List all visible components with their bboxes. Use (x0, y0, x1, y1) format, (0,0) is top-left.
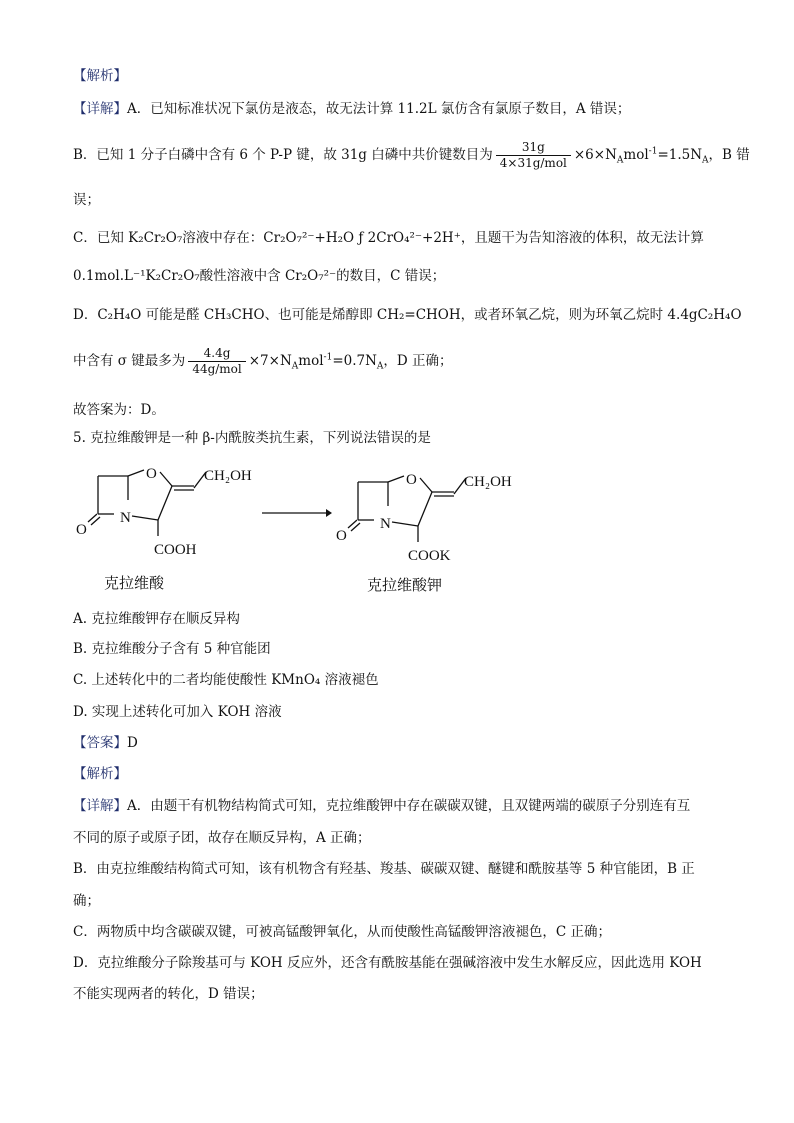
q5-explanation-c: C．两物质中均含碳碳双键，可被高锰酸钾氧化，从而使酸性高锰酸钾溶液褪色，C 正确； (73, 924, 611, 940)
label-o-left: O (146, 466, 157, 482)
fraction-d-den: 44g/mol (192, 362, 242, 376)
exp-b-end: ，B 错 (708, 147, 750, 163)
detail-tag-2: 【详解】 (73, 798, 127, 814)
option-a: A. 克拉维酸钾存在顺反异构 (73, 611, 240, 627)
label-ch2oh-right: CH₂OH (464, 474, 512, 490)
detail-tag: 【详解】 (73, 101, 127, 117)
label-ch2oh-left: CH₂OH (204, 468, 252, 484)
exp-b-pre: B．已知 1 分子白磷中含有 6 个 P-P 键，故 31g 白磷中共价键数目为 (73, 147, 493, 163)
exp-b-post: ×6×N (573, 147, 617, 163)
option-d: D. 实现上述转化可加入 KOH 溶液 (73, 704, 282, 720)
explanation-d-1: D．C₂H₄O 可能是醛 CH₃CHO、也可能是烯醇即 CH₂=CHOH，或者环氧乙烷，则为环氧乙烷时 4.4gC₂H₄O (73, 307, 742, 323)
exp-d-mol: mol (298, 353, 324, 369)
exp-d-result: =0.7N (332, 353, 377, 369)
exp-b-cont: 误； (73, 192, 100, 208)
question-5-stem: 5. 克拉维酸钾是一种 β-内酰胺类抗生素，下列说法错误的是 (73, 430, 431, 446)
explanation-c-2: 0.1mol.L⁻¹K₂Cr₂O₇酸性溶液中含 Cr₂O₇²⁻的数目，C 错误； (73, 268, 446, 284)
exp-b-result: =1.5N (657, 147, 703, 163)
answer-line: 故答案为：D。 (73, 402, 165, 418)
sup-minus-one: -1 (323, 352, 333, 363)
sub-a: A (616, 155, 624, 166)
q5-explanation-b-2: 确； (73, 893, 100, 909)
fraction-b (496, 140, 571, 171)
arrow-head (326, 509, 332, 517)
q5-explanation-d-1: D．克拉维酸分子除羧基可与 KOH 反应外，还含有酰胺基能在强碱溶液中发生水解反应，因此选用 KOH (73, 955, 702, 971)
answer-block (73, 733, 734, 753)
label-cooh: COOH (154, 542, 197, 558)
left-compound-name: 克拉维酸 (104, 574, 165, 592)
answer-tag: 【答案】 (73, 735, 127, 751)
option-b: B. 克拉维酸分子含有 5 种官能团 (73, 641, 271, 657)
answer-value: D (127, 735, 138, 751)
label-o-right: O (406, 472, 417, 488)
explanation-c-1: C．已知 K₂Cr₂O₇溶液中存在：Cr₂O₇²⁻+H₂O ƒ 2CrO₄²⁻+2H⁺，且题干为告知溶液的体积，故无法计算 (73, 230, 704, 246)
exp-d-post: ×7×N (248, 353, 292, 369)
fraction-d-num: 4.4g (188, 346, 245, 362)
q5-explanation-d-2: 不能实现两者的转化，D 错误； (73, 986, 264, 1002)
right-compound-name: 克拉维酸钾 (367, 576, 443, 594)
q5-exp-a1-text: A．由题干有机物结构简式可知，克拉维酸钾中存在碳碳双键，且双键两端的碳原子分别连有互 (127, 798, 691, 814)
explanation-d-2 (73, 344, 734, 378)
exp-a-text: A．已知标准状况下氯仿是液态，故无法计算 11.2L 氯仿含有氯原子数目，A 错误； (127, 101, 631, 117)
q5-explanation-a-1 (73, 796, 734, 816)
sub-a: A (702, 155, 709, 166)
analysis-tag: 【解析】 (73, 68, 127, 84)
explanation-a (73, 99, 734, 119)
analysis-tag-2: 【解析】 (73, 766, 127, 782)
label-o-ketone-right: O (336, 528, 347, 544)
option-c: C. 上述转化中的二者均能使酸性 KMnO₄ 溶液褪色 (73, 672, 379, 688)
exp-d-end: ，D 正确； (383, 353, 453, 369)
exp-b-mol: mol (623, 147, 649, 163)
label-n-left: N (120, 510, 131, 526)
fraction-d (188, 346, 245, 377)
sub-a: A (291, 361, 299, 372)
explanation-b (73, 138, 750, 172)
fraction-b-num: 31g (496, 140, 571, 156)
q5-explanation-b-1: B．由克拉维酸结构简式可知，该有机物含有羟基、羧基、碳碳双键、醚键和酰胺基等 5 种官能团，B 正 (73, 861, 695, 877)
label-n-right: N (380, 516, 391, 532)
label-cook: COOK (408, 548, 451, 564)
sub-a: A (376, 361, 384, 372)
sup-minus-one: -1 (648, 146, 658, 157)
exp-d-pre: 中含有 σ 键最多为 (73, 353, 186, 369)
fraction-b-den: 4×31g/mol (499, 156, 567, 170)
label-o-ketone-left: O (76, 522, 87, 538)
q5-explanation-a-2: 不同的原子或原子团，故存在顺反异构，A 正确； (73, 830, 371, 846)
